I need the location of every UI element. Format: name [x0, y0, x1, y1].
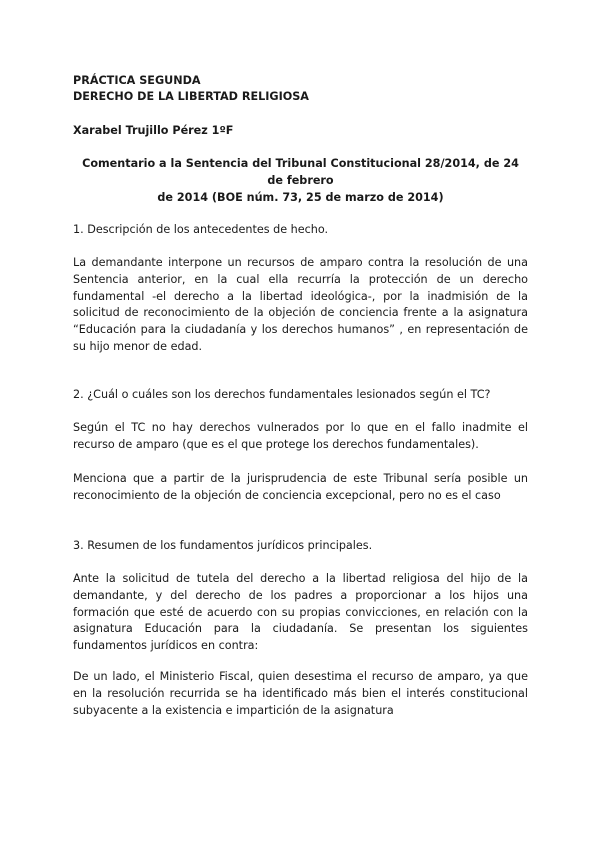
title-line-1: PRÁCTICA SEGUNDA	[73, 74, 201, 87]
document-title	[73, 73, 528, 105]
author-line: Xarabel Trujillo Pérez 1ºF	[73, 124, 234, 137]
paragraph-text: La demandante interpone un recursos de amparo contra la resolución de una Sentencia anterior, en la cual ella recurría la protección de un derecho fundamental -el derecho a la libertad ideológica-, por la inadmisión de la solicitud de reconocimiento de la objeción de conciencia frente a la asignatura “Educación para la ciudadanía y los derechos humanos” , en representación de su hijo menor de edad.	[73, 256, 528, 353]
paragraph-text: De un lado, el Ministerio Fiscal, quien desestima el recurso de amparo, ya que en la resolución recurrida se ha identificado más bien el interés constitucional subyacente a la existencia e impartición de la asignatura	[73, 670, 528, 717]
subtitle-line-1: Comentario a la Sentencia del Tribunal Constitucional 28/2014, de 24 de febrero	[82, 157, 519, 187]
paragraph-text: Menciona que a partir de la jurisprudencia de este Tribunal sería posible un reconocimiento de la objeción de conciencia excepcional, pero no es el caso	[73, 472, 528, 502]
section-3-paragraph-2	[73, 669, 528, 719]
section-3-paragraph-1	[73, 571, 528, 655]
section-1-heading: 1. Descripción de los antecedentes de hecho.	[73, 223, 329, 236]
section-2-paragraph-2	[73, 471, 528, 505]
document-subtitle	[73, 155, 528, 206]
paragraph-text: Ante la solicitud de tutela del derecho a la libertad religiosa del hijo de la demandante, y del derecho de los padres a proporcionar a los hijos una formación que esté de acuerdo con su propias convicciones, en relación con la asignatura Educación para la ciudadanía. Se presentan los siguientes fundamentos jurídicos en contra:	[73, 572, 528, 653]
section-3-heading: 3. Resumen de los fundamentos jurídicos principales.	[73, 539, 373, 552]
title-line-2: DERECHO DE LA LIBERTAD RELIGIOSA	[73, 90, 309, 103]
subtitle-line-2: de 2014 (BOE núm. 73, 25 de marzo de 2014)	[157, 191, 444, 204]
section-1-paragraph-1	[73, 255, 528, 356]
section-2-paragraph-1	[73, 420, 528, 454]
paragraph-text: Según el TC no hay derechos vulnerados por lo que en el fallo inadmite el recurso de amparo (que es el que protege los derechos fundamentales).	[73, 421, 528, 451]
section-2-heading: 2. ¿Cuál o cuáles son los derechos fundamentales lesionados según el TC?	[73, 388, 491, 401]
